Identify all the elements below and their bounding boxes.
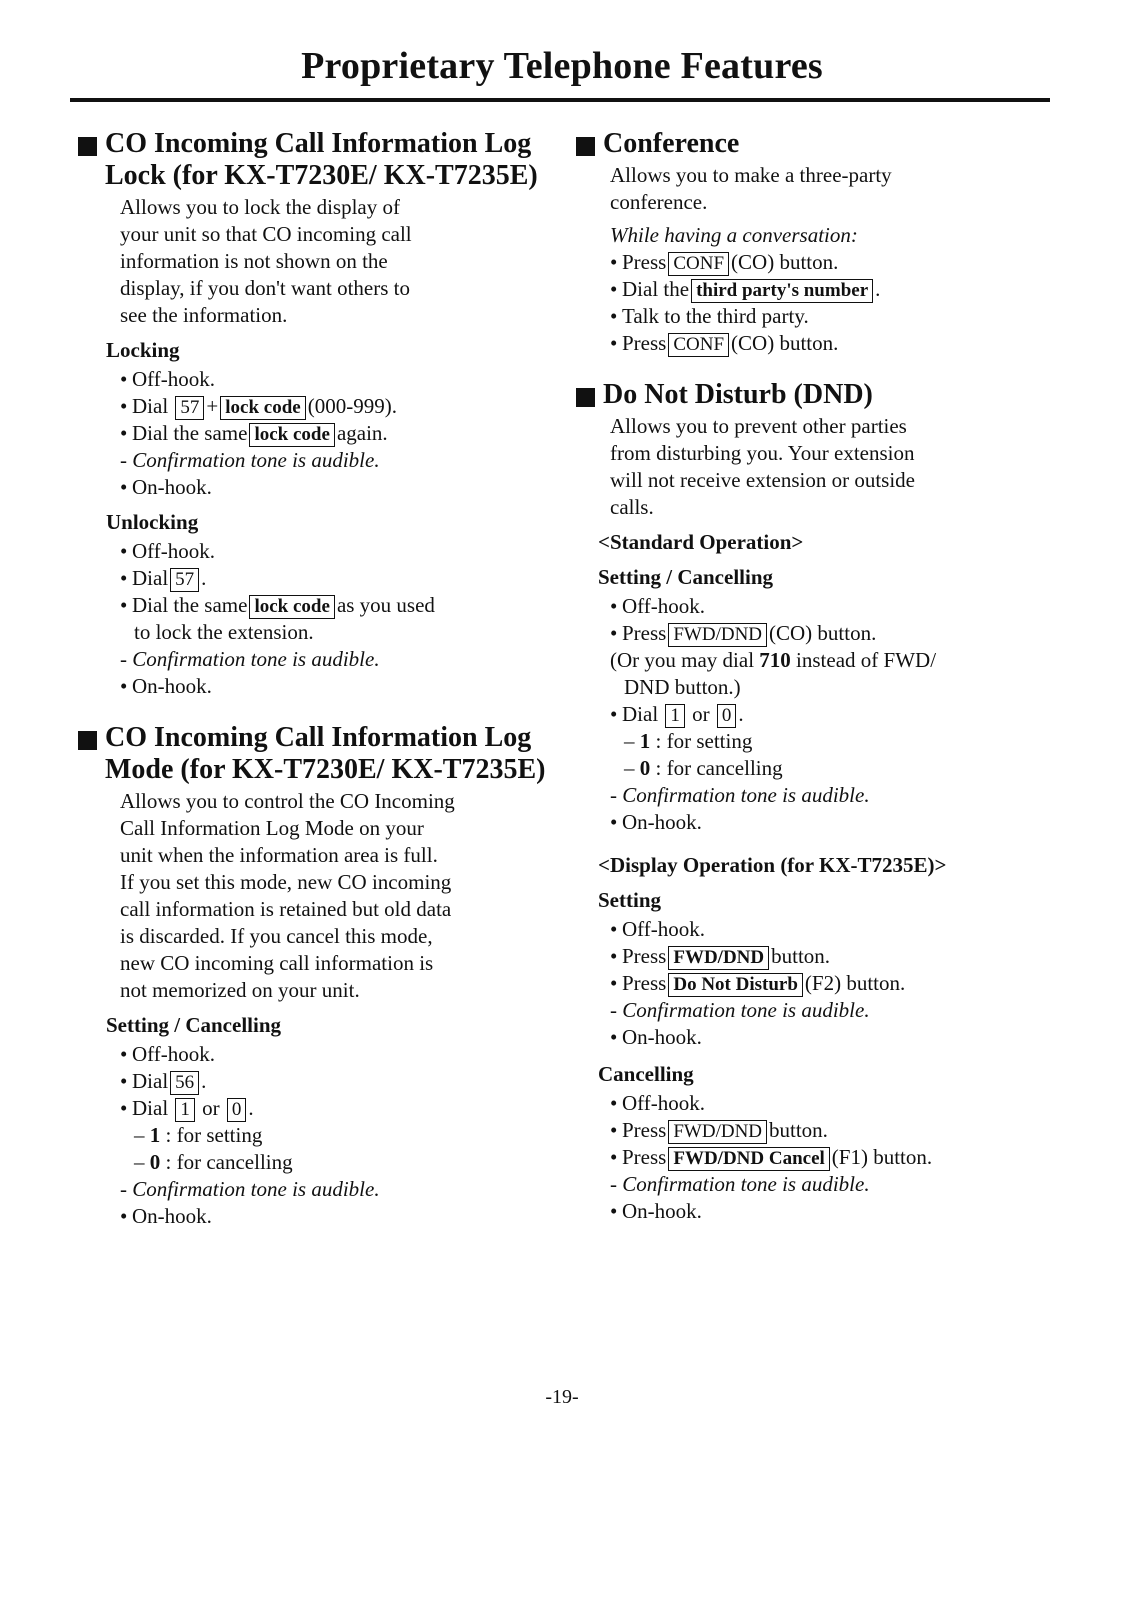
key-56: 56 <box>170 1071 199 1095</box>
standard-operation-heading: <Standard Operation> <box>598 530 804 554</box>
key-0: 0 <box>717 704 737 728</box>
list-item: • Press Do Not Disturb (F2) button. <box>610 971 906 995</box>
option-setting: – 1 : for setting <box>134 1123 263 1147</box>
right-column <box>576 128 1056 1247</box>
log-mode-section <box>78 722 568 1230</box>
list-item: • Dial the same lock code as you used <box>120 593 435 617</box>
page-number: -19- <box>545 1386 579 1408</box>
setting-cancelling-heading: Setting / Cancelling <box>106 1013 282 1037</box>
list-item: • Press FWD/DND button. <box>610 944 831 968</box>
list-item: • Dial 1 or 0 . <box>120 1096 254 1120</box>
log-mode-header <box>78 722 568 786</box>
display-setting-heading: Setting <box>598 888 661 912</box>
confirmation-note: - Confirmation tone is audible. <box>610 783 870 807</box>
key-57: 57 <box>175 396 204 420</box>
conference-header <box>576 128 1056 160</box>
list-item: • Press FWD/DND (CO) button. <box>610 621 877 645</box>
list-item: • Dial the same lock code again. <box>120 421 388 445</box>
key-fwd-dnd: FWD/DND <box>668 623 767 647</box>
conference-title: Conference <box>603 128 740 159</box>
list-item: • Dial 57 + lock code (000-999). <box>120 394 397 418</box>
log-lock-header <box>78 128 568 192</box>
section-square-icon <box>576 388 595 407</box>
log-lock-description: Allows you to lock the display of your unit so that CO incoming call information is not shown on the display, if you don't want others to see the information. <box>120 195 412 327</box>
list-item: • On-hook. <box>120 475 212 499</box>
key-1: 1 <box>175 1098 195 1122</box>
dnd-title: Do Not Disturb (DND) <box>603 379 873 410</box>
list-item-continuation: to lock the extension. <box>134 620 314 644</box>
standard-setting-cancelling-heading: Setting / Cancelling <box>598 565 774 589</box>
list-item: • Dial 57 . <box>120 566 207 590</box>
list-item: • Off-hook. <box>610 594 706 618</box>
key-lock-code: lock code <box>220 396 305 420</box>
key-lock-code: lock code <box>249 423 334 447</box>
key-third-party-number: third party's number <box>691 279 873 303</box>
key-conf: CONF <box>668 333 729 357</box>
list-item: • On-hook. <box>610 810 702 834</box>
title-rule <box>70 98 1050 102</box>
locking-heading: Locking <box>106 338 180 362</box>
key-lock-code: lock code <box>249 595 334 619</box>
section-square-icon <box>78 137 97 156</box>
page-title: Proprietary Telephone Features <box>301 45 823 87</box>
conference-intro: While having a conversation: <box>610 223 858 247</box>
confirmation-note: - Confirmation tone is audible. <box>610 1172 870 1196</box>
key-fwd-dnd: FWD/DND <box>668 1120 767 1144</box>
list-item: • Off-hook. <box>120 539 216 563</box>
confirmation-note: - Confirmation tone is audible. <box>120 1177 380 1201</box>
alt-instruction-continuation: DND button.) <box>624 675 741 699</box>
dnd-section <box>576 379 1056 1225</box>
key-fwd-dnd-cancel: FWD/DND Cancel <box>668 1147 829 1171</box>
display-operation-heading: <Display Operation (for KX-T7235E)> <box>598 853 947 877</box>
log-mode-description: Allows you to control the CO Incoming Call Information Log Mode on your unit when the information area is full. If you set this mode, new CO incoming call information is retained but old data is discarded. If you cancel this mode, new CO incoming call information is not memorized on your unit. <box>120 789 455 1002</box>
list-item: • Off-hook. <box>610 917 706 941</box>
confirmation-note: - Confirmation tone is audible. <box>120 647 380 671</box>
log-mode-title: CO Incoming Call Information Log Mode (for KX-T7230E/ KX-T7235E) <box>105 722 546 785</box>
conference-description: Allows you to make a three-party conference. <box>610 163 892 214</box>
list-item: • Off-hook. <box>120 367 216 391</box>
option-cancelling: – 0 : for cancelling <box>624 756 783 780</box>
list-item: • On-hook. <box>120 674 212 698</box>
option-setting: – 1 : for setting <box>624 729 753 753</box>
unlocking-heading: Unlocking <box>106 510 199 534</box>
option-cancelling: – 0 : for cancelling <box>134 1150 293 1174</box>
confirmation-note: - Confirmation tone is audible. <box>610 998 870 1022</box>
list-item: • Press FWD/DND button. <box>610 1118 828 1142</box>
alt-instruction: (Or you may dial 710 instead of FWD/ <box>610 648 937 672</box>
section-square-icon <box>78 731 97 750</box>
list-item: • On-hook. <box>610 1025 702 1049</box>
key-1: 1 <box>665 704 685 728</box>
log-lock-title: CO Incoming Call Information Log Lock (for KX-T7230E/ KX-T7235E) <box>105 128 538 191</box>
conference-section <box>576 128 1056 357</box>
list-item: • Press FWD/DND Cancel (F1) button. <box>610 1145 933 1169</box>
key-0: 0 <box>227 1098 247 1122</box>
dnd-header <box>576 379 1056 411</box>
list-item: • Off-hook. <box>610 1091 706 1115</box>
key-57: 57 <box>170 568 199 592</box>
dnd-description: Allows you to prevent other parties from disturbing you. Your extension will not receive extension or outside calls. <box>610 414 916 519</box>
list-item: • Dial the third party's number . <box>610 277 881 301</box>
list-item: • Dial 1 or 0 . <box>610 702 744 726</box>
list-item: • Talk to the third party. <box>610 304 809 328</box>
key-conf: CONF <box>668 252 729 276</box>
list-item: • Off-hook. <box>120 1042 216 1066</box>
list-item: • Dial 56 . <box>120 1069 207 1093</box>
key-fwd-dnd: FWD/DND <box>668 946 769 970</box>
key-do-not-disturb: Do Not Disturb <box>668 973 803 997</box>
confirmation-note: - Confirmation tone is audible. <box>120 448 380 472</box>
log-lock-section <box>78 128 568 700</box>
list-item: • On-hook. <box>120 1204 212 1228</box>
list-item: • Press CONF (CO) button. <box>610 250 839 274</box>
list-item: • On-hook. <box>610 1199 702 1223</box>
list-item: • Press CONF (CO) button. <box>610 331 839 355</box>
left-column <box>78 128 568 1252</box>
section-square-icon <box>576 137 595 156</box>
display-cancelling-heading: Cancelling <box>598 1062 694 1086</box>
